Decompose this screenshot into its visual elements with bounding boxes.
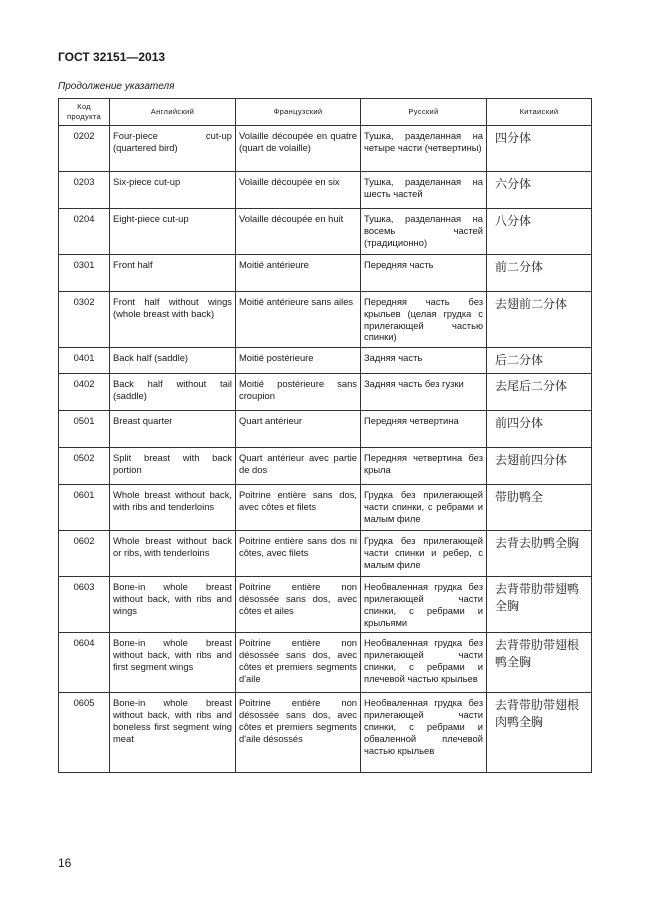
cell-chinese: 去翅前四分体 <box>487 448 592 485</box>
cell-french: Moitié postérieure sans croupion <box>236 374 361 411</box>
cell-product-code: 0204 <box>59 209 110 255</box>
column-header-french: Французский <box>236 99 361 126</box>
table-row <box>59 633 592 693</box>
cell-product-code: 0402 <box>59 374 110 411</box>
cell-russian: Передняя часть без крыльев (целая грудка с прилегающей частью спинки) <box>361 292 487 348</box>
cell-english: Six-piece cut-up <box>110 172 236 209</box>
cell-product-code: 0604 <box>59 633 110 693</box>
cell-english: Breast quarter <box>110 411 236 448</box>
table-row <box>59 209 592 255</box>
cell-chinese: 去背带肋带翅根鸭全胸 <box>487 633 592 693</box>
product-index-table <box>58 98 592 773</box>
cell-product-code: 0603 <box>59 577 110 633</box>
cell-french: Volaille découpée en six <box>236 172 361 209</box>
cell-product-code: 0602 <box>59 531 110 577</box>
cell-russian: Необваленная грудка без прилегающей части спинки, с ребрами и крыльями <box>361 577 487 633</box>
cell-russian: Задняя часть <box>361 348 487 374</box>
table-continuation-caption: Продолжение указателя <box>58 81 175 92</box>
cell-french: Poitrine entière non désossée sans dos, avec côtes et ailes <box>236 577 361 633</box>
table-row <box>59 485 592 531</box>
column-header-english: Английский <box>110 99 236 126</box>
cell-french: Moitié postérieure <box>236 348 361 374</box>
table-row <box>59 577 592 633</box>
cell-russian: Тушка, разделанная на шесть частей <box>361 172 487 209</box>
cell-english: Bone-in whole breast without back, with ribs and boneless first segment wing meat <box>110 693 236 773</box>
cell-product-code: 0501 <box>59 411 110 448</box>
cell-product-code: 0502 <box>59 448 110 485</box>
column-header-chinese: Китаиский <box>487 99 592 126</box>
cell-product-code: 0605 <box>59 693 110 773</box>
cell-product-code: 0203 <box>59 172 110 209</box>
cell-chinese: 去背带肋带翅鸭全胸 <box>487 577 592 633</box>
cell-french: Poitrine entière sans dos ni côtes, avec filets <box>236 531 361 577</box>
table-row <box>59 172 592 209</box>
cell-french: Volaille découpée en quatre (quart de volaille) <box>236 126 361 172</box>
table-row <box>59 292 592 348</box>
cell-product-code: 0202 <box>59 126 110 172</box>
table-row <box>59 348 592 374</box>
table-row <box>59 374 592 411</box>
cell-chinese: 去背去肋鸭全胸 <box>487 531 592 577</box>
table-row <box>59 448 592 485</box>
table-body <box>59 126 592 773</box>
cell-french: Poitrine entière non désossée sans dos, avec côtes et premiers segments d'aile désossés <box>236 693 361 773</box>
cell-english: Bone-in whole breast without back, with ribs and wings <box>110 577 236 633</box>
cell-product-code: 0601 <box>59 485 110 531</box>
cell-english: Whole breast without back or ribs, with tenderloins <box>110 531 236 577</box>
table-row <box>59 411 592 448</box>
cell-french: Moitié antérieure sans ailes <box>236 292 361 348</box>
table-row <box>59 693 592 773</box>
cell-russian: Передняя четвертина <box>361 411 487 448</box>
cell-french: Poitrine entière sans dos, avec côtes et filets <box>236 485 361 531</box>
cell-chinese: 四分体 <box>487 126 592 172</box>
cell-french: Moitié antérieure <box>236 255 361 292</box>
page-number: 16 <box>58 856 72 870</box>
cell-russian: Грудка без прилегающей части спинки, с ребрами и малым филе <box>361 485 487 531</box>
cell-russian: Передняя часть <box>361 255 487 292</box>
cell-english: Split breast with back portion <box>110 448 236 485</box>
cell-english: Back half without tail (saddle) <box>110 374 236 411</box>
cell-russian: Передняя четвертина без крыла <box>361 448 487 485</box>
cell-russian: Необваленная грудка без прилегающей части спинки, с ребрами и обваленной плечевой частью крыльев <box>361 693 487 773</box>
cell-chinese: 带肋鸭全 <box>487 485 592 531</box>
table-header-row <box>59 99 592 126</box>
cell-chinese: 去尾后二分体 <box>487 374 592 411</box>
cell-russian: Тушка, разделанная на восемь частей (традиционно) <box>361 209 487 255</box>
cell-english: Bone-in whole breast without back, with ribs and first segment wings <box>110 633 236 693</box>
cell-english: Eight-piece cut-up <box>110 209 236 255</box>
cell-english: Back half (saddle) <box>110 348 236 374</box>
cell-russian: Грудка без прилегающей части спинки и ребер, с малым филе <box>361 531 487 577</box>
table-row <box>59 255 592 292</box>
cell-english: Four-piece cut-up (quartered bird) <box>110 126 236 172</box>
standard-title: ГОСТ 32151—2013 <box>58 50 166 64</box>
cell-chinese: 后二分体 <box>487 348 592 374</box>
cell-product-code: 0401 <box>59 348 110 374</box>
cell-english: Front half without wings (whole breast with back) <box>110 292 236 348</box>
column-header-code: Код продукта <box>59 99 110 126</box>
cell-product-code: 0301 <box>59 255 110 292</box>
cell-english: Whole breast without back, with ribs and tenderloins <box>110 485 236 531</box>
cell-chinese: 去翅前二分体 <box>487 292 592 348</box>
cell-russian: Тушка, разделанная на четыре части (четвертины) <box>361 126 487 172</box>
cell-french: Quart antérieur avec partie de dos <box>236 448 361 485</box>
cell-chinese: 六分体 <box>487 172 592 209</box>
table-row <box>59 531 592 577</box>
cell-product-code: 0302 <box>59 292 110 348</box>
table-row <box>59 126 592 172</box>
cell-french: Quart antérieur <box>236 411 361 448</box>
cell-english: Front half <box>110 255 236 292</box>
cell-russian: Необваленная грудка без прилегающей части спинки, с ребрами и плечевой частью крыльев <box>361 633 487 693</box>
column-header-russian: Русский <box>361 99 487 126</box>
cell-chinese: 八分体 <box>487 209 592 255</box>
cell-chinese: 去背带肋带翅根肉鸭全胸 <box>487 693 592 773</box>
cell-russian: Задняя часть без гузки <box>361 374 487 411</box>
cell-chinese: 前四分体 <box>487 411 592 448</box>
cell-chinese: 前二分体 <box>487 255 592 292</box>
cell-french: Poitrine entière non désossée sans dos, avec côtes et premiers segments d'aile <box>236 633 361 693</box>
cell-french: Volaille découpée en huit <box>236 209 361 255</box>
